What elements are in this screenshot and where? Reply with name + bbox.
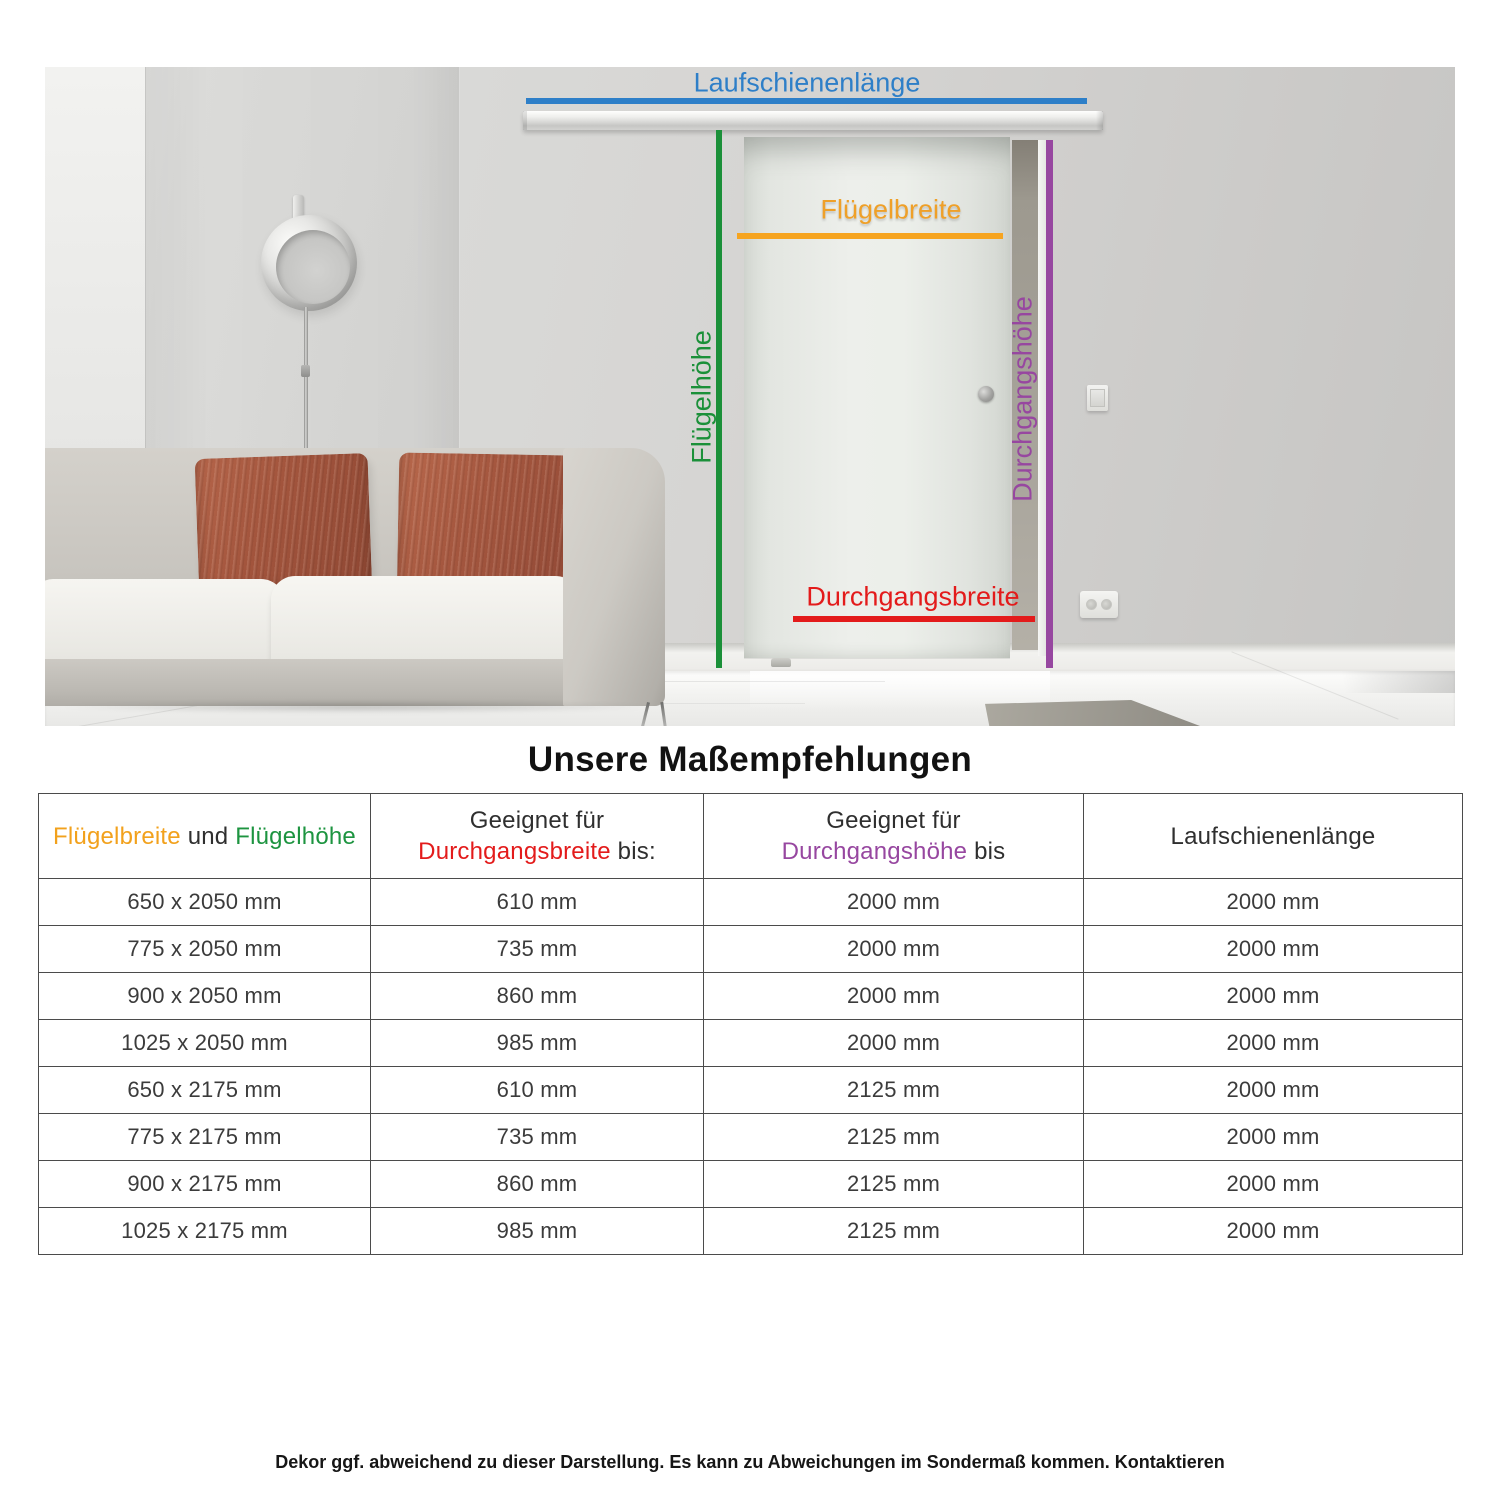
table-cell: 860 mm <box>371 1161 704 1208</box>
floor-lamp-joint <box>301 365 310 377</box>
table-cell: 2000 mm <box>704 926 1084 973</box>
panel-width-measure-line <box>737 233 1003 239</box>
table-cell: 2000 mm <box>1084 1020 1463 1067</box>
table-header-track-length: Laufschienenlänge <box>1084 794 1463 879</box>
power-outlet <box>1080 591 1118 618</box>
header-bis-text: bis: <box>610 838 656 865</box>
table-cell: 2000 mm <box>1084 1067 1463 1114</box>
panel-height-label: Flügelhöhe <box>686 330 717 464</box>
header-suitable-for-text: Geeignet für <box>826 807 961 834</box>
table-cell: 610 mm <box>371 879 704 926</box>
table-cell: 1025 x 2175 mm <box>39 1208 371 1255</box>
footer-note: Dekor ggf. abweichend zu dieser Darstellung. Es kann zu Abweichungen im Sondermaß kommen. Kontaktieren <box>275 1452 1225 1472</box>
table-cell: 735 mm <box>371 926 704 973</box>
table-cell: 2000 mm <box>1084 1161 1463 1208</box>
passage-width-label: Durchgangsbreite <box>806 581 1020 612</box>
panel-width-label: Flügelbreite <box>820 194 962 225</box>
table-row <box>39 926 1463 973</box>
table-cell: 985 mm <box>371 1020 704 1067</box>
measurements-table <box>38 793 1463 1255</box>
table-cell: 2000 mm <box>1084 879 1463 926</box>
header-panel-width-text: Flügelbreite <box>53 822 181 850</box>
header-suitable-for-text: Geeignet für <box>469 807 605 834</box>
table-cell: 2000 mm <box>704 1020 1084 1067</box>
sofa-base <box>45 659 600 706</box>
table-cell: 2125 mm <box>704 1161 1084 1208</box>
table-row <box>39 1208 1463 1255</box>
floor-lamp-shade-face <box>276 230 350 304</box>
sliding-door-rail <box>523 111 1103 130</box>
table-header-passage-height <box>704 794 1084 879</box>
table-row <box>39 1020 1463 1067</box>
table-row <box>39 1114 1463 1161</box>
table-cell: 775 x 2050 mm <box>39 926 371 973</box>
header-panel-height-text: Flügelhöhe <box>235 822 356 850</box>
table-cell: 860 mm <box>371 973 704 1020</box>
floor-corner-shadow <box>1295 671 1455 693</box>
table-cell: 2000 mm <box>1084 973 1463 1020</box>
table-cell: 2125 mm <box>704 1067 1084 1114</box>
table-cell: 2000 mm <box>704 879 1084 926</box>
door-floor-guide <box>771 658 791 667</box>
table-cell: 775 x 2175 mm <box>39 1114 371 1161</box>
table-cell: 2000 mm <box>1084 1208 1463 1255</box>
table-cell: 2000 mm <box>704 973 1084 1020</box>
table-row <box>39 1067 1463 1114</box>
table-cell: 650 x 2050 mm <box>39 879 371 926</box>
page-title: Unsere Maßempfehlungen <box>527 740 973 779</box>
table-cell: 2000 mm <box>1084 1114 1463 1161</box>
table-cell: 985 mm <box>371 1208 704 1255</box>
floor-lamp-pole <box>304 307 308 452</box>
light-switch <box>1087 385 1108 411</box>
table-cell: 2000 mm <box>1084 926 1463 973</box>
table-cell: 735 mm <box>371 1114 704 1161</box>
room-photo <box>45 67 1455 726</box>
table-row <box>39 973 1463 1020</box>
header-passage-width-text: Durchgangsbreite <box>418 838 611 865</box>
table-cell: 2125 mm <box>704 1114 1084 1161</box>
table-row <box>39 1161 1463 1208</box>
header-and-text: und <box>180 822 236 850</box>
track-length-label: Laufschienenlänge <box>693 67 921 98</box>
sofa-shadow <box>53 701 663 713</box>
table-header-row <box>39 794 1463 879</box>
table-header-panel-size <box>39 794 371 879</box>
table-cell: 610 mm <box>371 1067 704 1114</box>
outlet-socket-left <box>1086 599 1097 610</box>
table-cell: 900 x 2175 mm <box>39 1161 371 1208</box>
header-bis-text: bis <box>967 838 1006 865</box>
passage-height-label: Durchgangshöhe <box>1007 296 1038 502</box>
table-header-passage-width <box>371 794 704 879</box>
table-cell: 2125 mm <box>704 1208 1084 1255</box>
table-cell: 900 x 2050 mm <box>39 973 371 1020</box>
track-length-measure-line <box>526 98 1087 104</box>
door-handle <box>978 386 994 402</box>
outlet-socket-right <box>1101 599 1112 610</box>
header-passage-height-text: Durchgangshöhe <box>781 838 968 865</box>
table-row <box>39 879 1463 926</box>
sofa-armrest <box>563 448 665 706</box>
passage-height-measure-line <box>1046 140 1053 668</box>
passage-width-measure-line <box>793 616 1035 622</box>
table-cell: 1025 x 2050 mm <box>39 1020 371 1067</box>
table-cell: 650 x 2175 mm <box>39 1067 371 1114</box>
